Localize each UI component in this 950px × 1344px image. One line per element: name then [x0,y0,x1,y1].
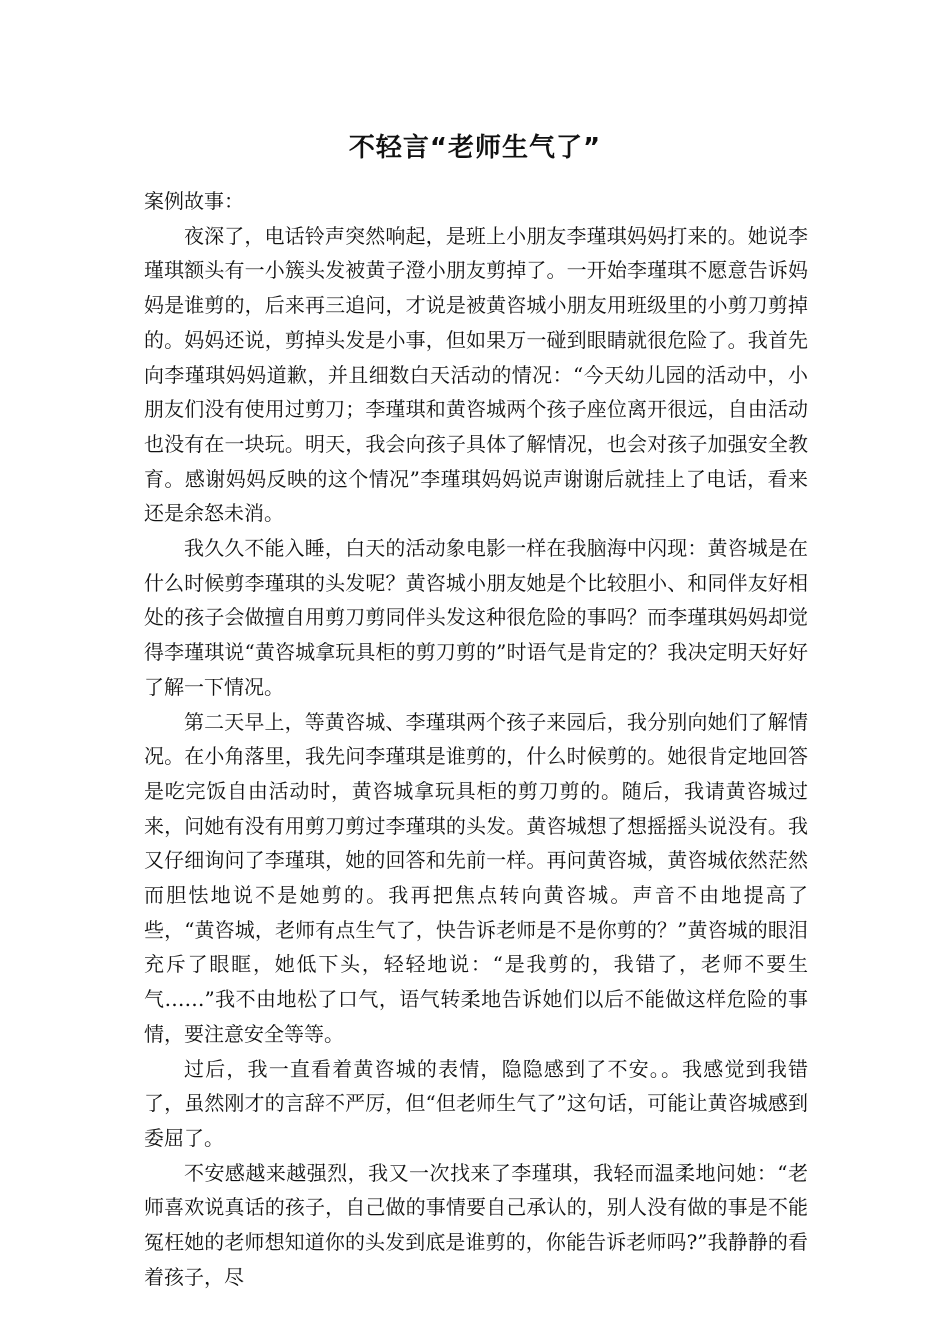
paragraph-1: 夜深了，电话铃声突然响起，是班上小朋友李瑾琪妈妈打来的。她说李瑾琪额头有一小簇头发被黄子澄小朋友剪掉了。一开始李瑾琪不愿意告诉妈妈是谁剪的，后来再三追问，才说是被黄咨城小朋友用班级里的小剪刀剪掉的。妈妈还说，剪掉头发是小事，但如果万一碰到眼睛就很危险了。我首先向李瑾琪妈妈道歉，并且细数白天活动的情况：“今天幼儿园的活动中，小朋友们没有使用过剪刀；李瑾琪和黄咨城两个孩子座位离开很远，自由活动也没有在一块玩。明天，我会向孩子具体了解情况，也会对孩子加强安全教育。感谢妈妈反映的这个情况”李瑾琪妈妈说声谢谢后就挂上了电话，看来还是余怒未消。 [144,223,808,526]
document-body [144,184,808,1295]
section-label: 案例故事： [144,189,244,213]
paragraph-2: 我久久不能入睡，白天的活动象电影一样在我脑海中闪现：黄咨城是在什么时候剪李瑾琪的头发呢？黄咨城小朋友她是个比较胆小、和同伴友好相处的孩子会做擅自用剪刀剪同伴头发这种很危险的事吗？而李瑾琪妈妈却觉得李瑾琪说“黄咨城拿玩具柜的剪刀剪的”时语气是肯定的？我决定明天好好了解一下情况。 [144,536,808,699]
paragraph-3: 第二天早上，等黄咨城、李瑾琪两个孩子来园后，我分别向她们了解情况。在小角落里，我先问李瑾琪是谁剪的，什么时候剪的。她很肯定地回答是吃完饭自由活动时，黄咨城拿玩具柜的剪刀剪的。随后，我请黄咨城过来，问她有没有用剪刀剪过李瑾琪的头发。黄咨城想了想摇摇头说没有。我又仔细询问了李瑾琪，她的回答和先前一样。再问黄咨城，黄咨城依然茫然而胆怯地说不是她剪的。我再把焦点转向黄咨城。声音不由地提高了些，“黄咨城，老师有点生气了，快告诉老师是不是你剪的？”黄咨城的眼泪充斥了眼眶，她低下头，轻轻地说：“是我剪的，我错了，老师不要生气……”我不由地松了口气，语气转柔地告诉她们以后不能做这样危险的事情，要注意安全等等。 [144,709,808,1046]
paragraph-5: 不安感越来越强烈，我又一次找来了李瑾琪，我轻而温柔地问她：“老师喜欢说真话的孩子，自己做的事情要自己承认的，别人没有做的事是不能冤枉她的老师想知道你的头发到底是谁剪的，你能告诉老师吗?”我静静的看着孩子，尽 [144,1160,808,1289]
document-title: 不轻言“老师生气了” [348,133,602,163]
paragraph-4: 过后，我一直看着黄咨城的表情，隐隐感到了不安。。我感觉到我错了，虽然刚才的言辞不严厉，但“但老师生气了”这句话，可能让黄咨城感到委屈了。 [144,1056,808,1150]
